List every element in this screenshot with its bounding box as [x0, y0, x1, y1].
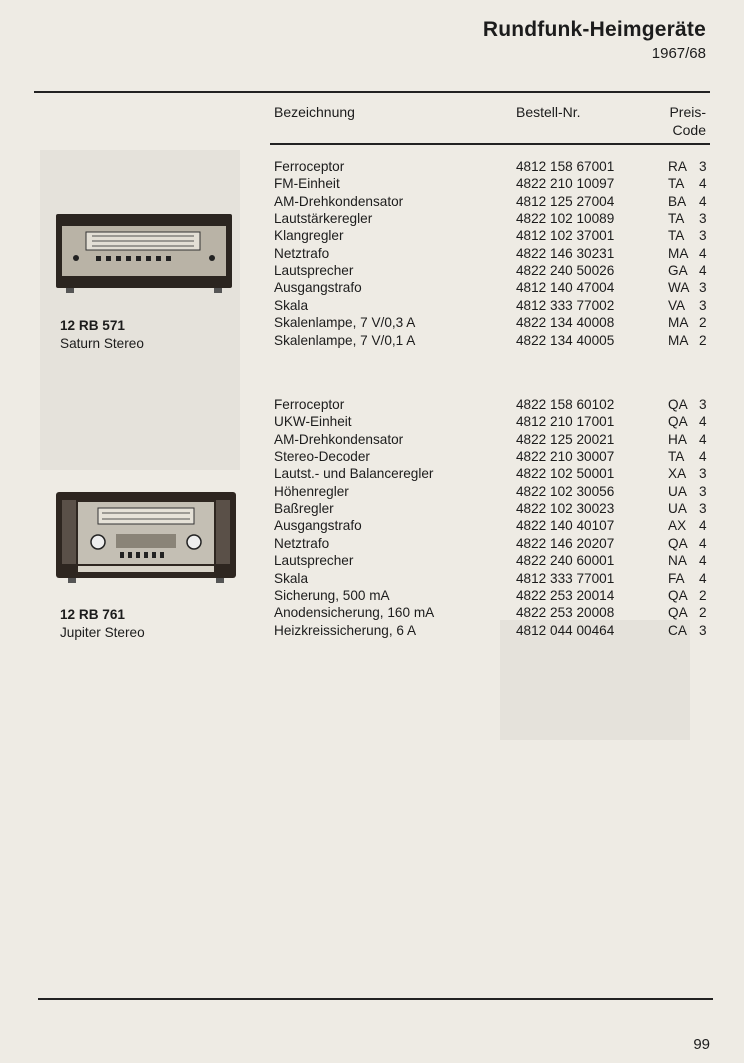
order-number: 4822 253 20014 — [516, 587, 615, 603]
model-number: 12 RB 761 — [60, 607, 125, 622]
part-name: Skala — [274, 570, 309, 586]
table-row — [0, 570, 744, 587]
price-level: 4 — [699, 263, 707, 279]
order-number: 4822 134 40008 — [516, 315, 615, 331]
price-level: 3 — [699, 211, 707, 227]
price-level: 4 — [699, 535, 707, 551]
part-name: Lautst.- und Balanceregler — [274, 466, 434, 482]
part-name: AM-Drehkondensator — [274, 193, 404, 209]
order-number: 4822 210 10097 — [516, 176, 615, 192]
order-number: 4812 044 00464 — [516, 622, 615, 638]
table-row — [0, 622, 744, 639]
table-row — [0, 175, 744, 192]
price-code: MA — [668, 245, 689, 261]
part-name: Skalenlampe, 7 V/0,1 A — [274, 332, 416, 348]
page-number: 99 — [693, 1036, 710, 1053]
order-number: 4822 134 40005 — [516, 332, 615, 348]
price-code: NA — [668, 553, 687, 569]
order-number: 4822 146 30231 — [516, 245, 615, 261]
price-code: XA — [668, 466, 687, 482]
table-row — [0, 500, 744, 517]
order-number: 4812 333 77001 — [516, 570, 615, 586]
price-level: 4 — [699, 176, 707, 192]
price-level: 3 — [699, 297, 707, 313]
part-name: Ferroceptor — [274, 159, 345, 174]
price-code: HA — [668, 431, 687, 447]
price-level: 3 — [699, 159, 707, 174]
price-level: 4 — [699, 431, 707, 447]
price-level: 2 — [699, 605, 707, 621]
table-row — [0, 279, 744, 296]
price-code: TA — [668, 211, 685, 227]
order-number: 4822 253 20008 — [516, 605, 615, 621]
table-row — [0, 465, 744, 482]
model-name: Saturn Stereo — [60, 336, 144, 351]
order-number: 4812 140 47004 — [516, 280, 615, 296]
order-number: 4822 102 30056 — [516, 483, 615, 499]
table-row — [0, 297, 744, 314]
price-code: QA — [668, 535, 688, 551]
part-name: Höhenregler — [274, 483, 349, 499]
top-rule — [34, 91, 710, 93]
price-level: 4 — [699, 518, 707, 534]
part-name: Heizkreissicherung, 6 A — [274, 622, 417, 638]
part-name: FM-Einheit — [274, 176, 340, 192]
table-row — [0, 332, 744, 349]
part-name: Netztrafo — [274, 535, 330, 551]
price-code: GA — [668, 263, 688, 279]
part-name: Netztrafo — [274, 245, 330, 261]
table-row — [0, 448, 744, 465]
part-name: Anodensicherung, 160 mA — [274, 605, 435, 621]
table-row — [0, 193, 744, 210]
part-name: Ausgangstrafo — [274, 280, 362, 296]
header-rule — [270, 143, 710, 145]
table-row — [0, 413, 744, 430]
order-number: 4812 333 77002 — [516, 297, 615, 313]
table-row — [0, 396, 744, 413]
price-code: MA — [668, 332, 689, 348]
price-level: 2 — [699, 332, 707, 348]
table-row — [0, 552, 744, 569]
part-name: Baßregler — [274, 501, 334, 517]
price-code: MA — [668, 315, 689, 331]
price-level: 3 — [699, 466, 707, 482]
part-name: Ausgangstrafo — [274, 518, 362, 534]
price-code: TA — [668, 228, 685, 244]
price-code: UA — [668, 483, 687, 499]
price-level: 3 — [699, 397, 707, 412]
order-number: 4822 140 40107 — [516, 518, 615, 534]
order-number: 4822 102 10089 — [516, 211, 615, 227]
price-code: UA — [668, 501, 687, 517]
column-header-price-code — [669, 103, 706, 139]
price-code: AX — [668, 518, 687, 534]
model-number: 12 RB 571 — [60, 318, 125, 333]
price-code: VA — [668, 297, 686, 313]
table-row — [0, 158, 744, 175]
price-header-line2: Code — [672, 122, 706, 138]
price-code: QA — [668, 397, 688, 412]
price-code: RA — [668, 159, 687, 174]
table-row — [0, 314, 744, 331]
page-year: 1967/68 — [651, 45, 706, 62]
price-level: 3 — [699, 622, 707, 638]
bottom-rule — [38, 998, 713, 1000]
price-code: QA — [668, 414, 688, 430]
column-header-name: Bezeichnung — [274, 104, 355, 120]
model-name: Jupiter Stereo — [60, 625, 145, 640]
table-row — [0, 535, 744, 552]
part-name: Sicherung, 500 mA — [274, 587, 390, 603]
price-code: BA — [668, 193, 687, 209]
price-level: 4 — [699, 414, 707, 430]
price-code: TA — [668, 176, 685, 192]
order-number: 4812 125 27004 — [516, 193, 615, 209]
order-number: 4822 146 20207 — [516, 535, 615, 551]
price-level: 3 — [699, 483, 707, 499]
price-level: 4 — [699, 570, 707, 586]
part-name: UKW-Einheit — [274, 414, 352, 430]
table-row — [0, 587, 744, 604]
column-header-order-number: Bestell-Nr. — [516, 104, 581, 120]
price-header-line1: Preis- — [669, 104, 706, 120]
order-number: 4822 240 50026 — [516, 263, 615, 279]
table-row — [0, 262, 744, 279]
price-level: 2 — [699, 315, 707, 331]
part-name: Lautsprecher — [274, 263, 354, 279]
part-name: Skala — [274, 297, 309, 313]
part-name: AM-Drehkondensator — [274, 431, 404, 447]
price-code: WA — [668, 280, 690, 296]
order-number: 4812 102 37001 — [516, 228, 615, 244]
price-level: 4 — [699, 245, 707, 261]
part-name: Lautstärkeregler — [274, 211, 373, 227]
price-level: 4 — [699, 193, 707, 209]
table-row — [0, 227, 744, 244]
price-level: 2 — [699, 587, 707, 603]
order-number: 4822 125 20021 — [516, 431, 615, 447]
table-row — [0, 431, 744, 448]
table-row — [0, 210, 744, 227]
price-code: TA — [668, 449, 685, 465]
order-number: 4822 240 60001 — [516, 553, 615, 569]
page-title: Rundfunk-Heimgeräte — [482, 18, 706, 41]
part-name: Stereo-Decoder — [274, 449, 370, 465]
part-name: Skalenlampe, 7 V/0,3 A — [274, 315, 416, 331]
price-code: CA — [668, 622, 687, 638]
part-name: Lautsprecher — [274, 553, 354, 569]
order-number: 4822 102 30023 — [516, 501, 615, 517]
table-row — [0, 604, 744, 621]
price-code: QA — [668, 587, 688, 603]
order-number: 4812 158 67001 — [516, 159, 615, 174]
order-number: 4822 210 30007 — [516, 449, 615, 465]
part-name: Klangregler — [274, 228, 344, 244]
price-level: 4 — [699, 449, 707, 465]
table-row — [0, 483, 744, 500]
price-code: FA — [668, 570, 685, 586]
order-number: 4812 210 17001 — [516, 414, 615, 430]
price-level: 3 — [699, 501, 707, 517]
part-name: Ferroceptor — [274, 397, 345, 412]
table-row — [0, 245, 744, 262]
price-level: 3 — [699, 280, 707, 296]
price-level: 4 — [699, 553, 707, 569]
price-level: 3 — [699, 228, 707, 244]
table-row — [0, 517, 744, 534]
price-code: QA — [668, 605, 688, 621]
order-number: 4822 102 50001 — [516, 466, 615, 482]
order-number: 4822 158 60102 — [516, 397, 615, 412]
